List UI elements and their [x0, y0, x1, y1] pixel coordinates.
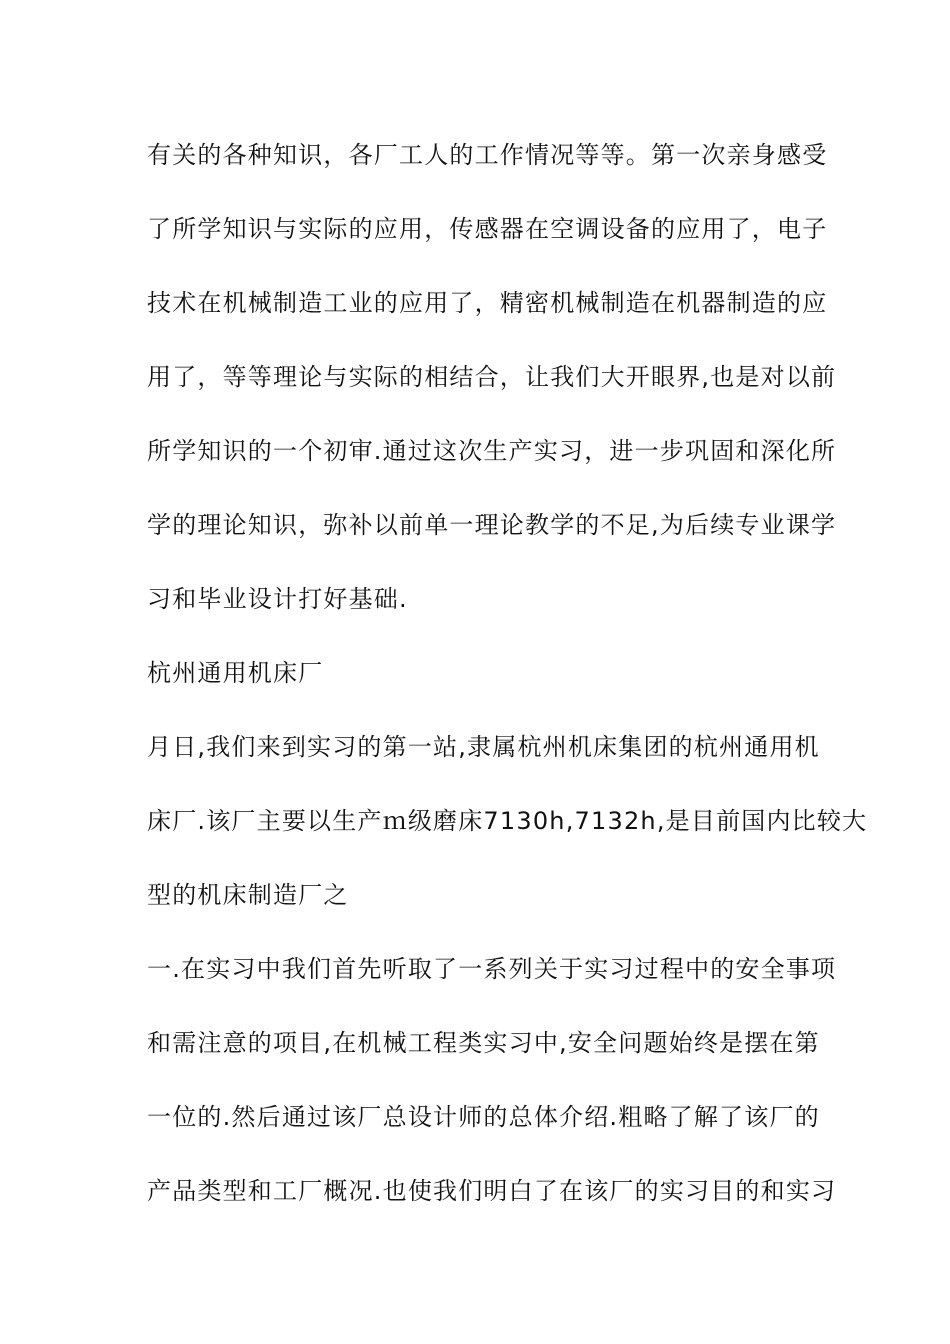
text-line: 产品类型和工厂概况.也使我们明白了在该厂的实习目的和实习	[147, 1177, 837, 1205]
text-line: 所学知识的一个初审.通过这次生产实习，进一步巩固和深化所	[147, 437, 837, 465]
text-line: 了所学知识与实际的应用，传感器在空调设备的应用了，电子	[147, 215, 828, 243]
text-line: 习和毕业设计打好基础.	[147, 585, 408, 613]
text-line: 学的理论知识，弥补以前单一理论教学的不足,为后续专业课学	[147, 511, 837, 539]
text-line: 一位的.然后通过该厂总设计师的总体介绍.粗略了解了该厂的	[147, 1103, 820, 1131]
text-line: 技术在机械制造工业的应用了，精密机械制造在机器制造的应	[147, 289, 828, 317]
section-heading: 杭州通用机床厂	[147, 659, 324, 687]
text-line: 床厂.该厂主要以生产ｍ级磨床7130h,7132h,是目前国内比较大	[147, 807, 868, 835]
text-line: 一.在实习中我们首先听取了一系列关于实习过程中的安全事项	[147, 955, 837, 983]
text-line: 月日,我们来到实习的第一站,隶属杭州机床集团的杭州通用机	[147, 733, 820, 761]
text-line: 型的机床制造厂之	[147, 881, 349, 909]
text-line: 有关的各种知识，各厂工人的工作情况等等。第一次亲身感受	[147, 141, 828, 169]
text-line: 和需注意的项目,在机械工程类实习中,安全问题始终是摆在第	[147, 1029, 820, 1057]
text-line: 用了，等等理论与实际的相结合，让我们大开眼界,也是对以前	[147, 363, 837, 391]
